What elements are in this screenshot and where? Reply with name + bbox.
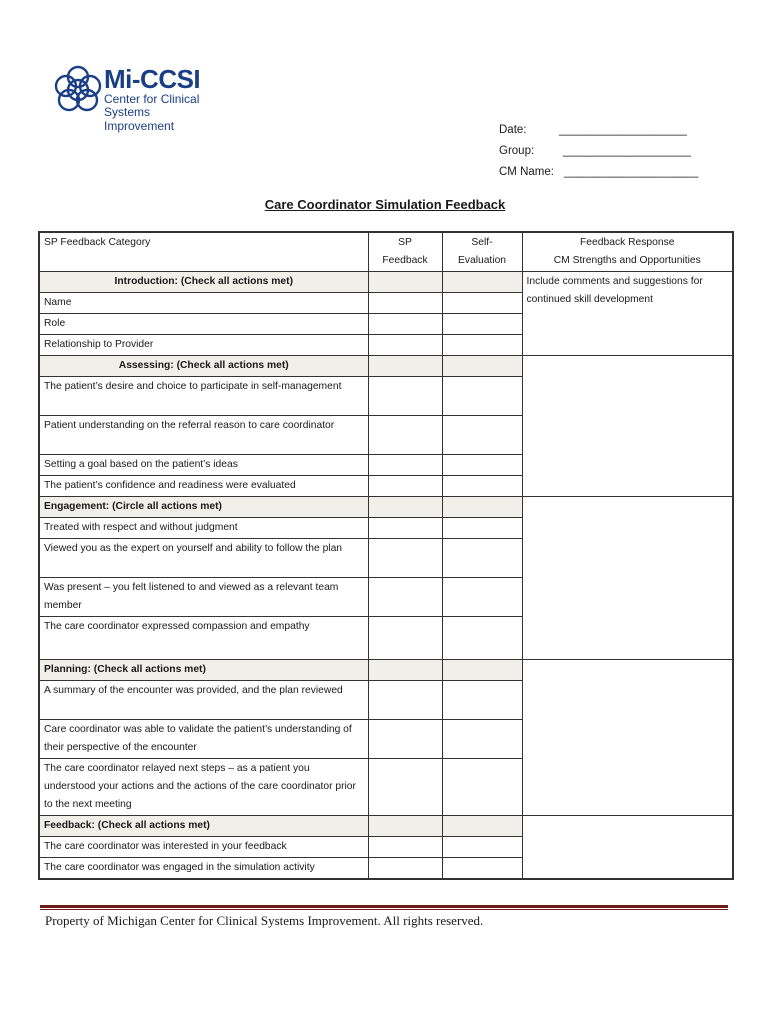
criterion-label: Relationship to Provider bbox=[39, 335, 368, 356]
self-evaluation-cell[interactable] bbox=[442, 377, 522, 416]
sp-feedback-cell[interactable] bbox=[368, 377, 442, 416]
page-title: Care Coordinator Simulation Feedback bbox=[264, 197, 506, 212]
sp-feedback-cell[interactable] bbox=[368, 497, 442, 518]
group-line: ____________________ bbox=[563, 145, 691, 157]
section-title: Engagement: (Circle all actions met) bbox=[39, 497, 368, 518]
self-evaluation-cell[interactable] bbox=[442, 578, 522, 617]
header-category: SP Feedback Category bbox=[39, 232, 368, 272]
header-resp-line1: Feedback Response bbox=[580, 237, 675, 248]
section-title: Assessing: (Check all actions met) bbox=[39, 356, 368, 377]
date-label: Date: bbox=[499, 124, 527, 136]
sp-feedback-cell[interactable] bbox=[368, 681, 442, 720]
self-evaluation-cell[interactable] bbox=[442, 681, 522, 720]
date-line: ____________________ bbox=[559, 124, 687, 136]
sp-feedback-cell[interactable] bbox=[368, 314, 442, 335]
sp-feedback-cell[interactable] bbox=[368, 335, 442, 356]
self-evaluation-cell[interactable] bbox=[442, 660, 522, 681]
feedback-response-cell[interactable] bbox=[522, 816, 733, 880]
flower-logo-icon bbox=[52, 62, 104, 120]
criterion-label: Name bbox=[39, 293, 368, 314]
criterion-label: Viewed you as the expert on yourself and ability to follow the plan bbox=[39, 539, 368, 578]
criterion-label: The patient’s confidence and readiness were evaluated bbox=[39, 476, 368, 497]
criterion-label: Setting a goal based on the patient’s ideas bbox=[39, 455, 368, 476]
section-title: Planning: (Check all actions met) bbox=[39, 660, 368, 681]
section-row bbox=[39, 497, 733, 518]
sp-feedback-cell[interactable] bbox=[368, 416, 442, 455]
sp-feedback-cell[interactable] bbox=[368, 539, 442, 578]
self-evaluation-cell[interactable] bbox=[442, 356, 522, 377]
feedback-response-cell[interactable] bbox=[522, 356, 733, 497]
criterion-label: The care coordinator expressed compassion and empathy bbox=[39, 617, 368, 660]
logo-subtitle-line1: Center for Clinical bbox=[104, 92, 200, 106]
logo-subtitle-line2: Systems Improvement bbox=[104, 105, 175, 133]
group-field[interactable] bbox=[499, 145, 691, 157]
sp-feedback-cell[interactable] bbox=[368, 578, 442, 617]
sp-feedback-cell[interactable] bbox=[368, 759, 442, 816]
criterion-label: Care coordinator was able to validate the patient’s understanding of their perspective of the encounter bbox=[39, 720, 368, 759]
header-sp-feedback bbox=[368, 232, 442, 272]
sp-feedback-cell[interactable] bbox=[368, 476, 442, 497]
self-evaluation-cell[interactable] bbox=[442, 272, 522, 293]
sp-feedback-cell[interactable] bbox=[368, 617, 442, 660]
sp-feedback-cell[interactable] bbox=[368, 816, 442, 837]
self-evaluation-cell[interactable] bbox=[442, 335, 522, 356]
sp-feedback-cell[interactable] bbox=[368, 837, 442, 858]
group-label: Group: bbox=[499, 145, 535, 157]
criterion-label: Treated with respect and without judgment bbox=[39, 518, 368, 539]
cm-name-field[interactable] bbox=[499, 166, 698, 178]
header-self-line1: Self- bbox=[471, 237, 493, 248]
self-evaluation-cell[interactable] bbox=[442, 858, 522, 880]
self-evaluation-cell[interactable] bbox=[442, 476, 522, 497]
feedback-table bbox=[38, 231, 734, 880]
sp-feedback-cell[interactable] bbox=[368, 858, 442, 880]
header-sp-line2: Feedback bbox=[382, 255, 428, 266]
cm-name-line: _____________________ bbox=[564, 166, 699, 178]
criterion-label: The care coordinator relayed next steps – as a patient you understood your actions and the actions of the care coordinator prior to the next meeting bbox=[39, 759, 368, 816]
sp-feedback-cell[interactable] bbox=[368, 660, 442, 681]
self-evaluation-cell[interactable] bbox=[442, 293, 522, 314]
criterion-label: Was present – you felt listened to and viewed as a relevant team member bbox=[39, 578, 368, 617]
self-evaluation-cell[interactable] bbox=[442, 816, 522, 837]
sp-feedback-cell[interactable] bbox=[368, 720, 442, 759]
self-evaluation-cell[interactable] bbox=[442, 539, 522, 578]
section-row bbox=[39, 356, 733, 377]
section-row bbox=[39, 660, 733, 681]
criterion-label: The care coordinator was interested in your feedback bbox=[39, 837, 368, 858]
header-self-line2: Evaluation bbox=[457, 255, 507, 266]
self-evaluation-cell[interactable] bbox=[442, 617, 522, 660]
feedback-note: Include comments and suggestions for continued skill development bbox=[526, 276, 703, 305]
section-row bbox=[39, 816, 733, 837]
table-header-row bbox=[39, 232, 733, 272]
feedback-response-cell[interactable] bbox=[522, 272, 733, 356]
sp-feedback-cell[interactable] bbox=[368, 293, 442, 314]
footer-rule bbox=[40, 905, 728, 908]
sp-feedback-cell[interactable] bbox=[368, 455, 442, 476]
section-title: Introduction: (Check all actions met) bbox=[39, 272, 368, 293]
section-title: Feedback: (Check all actions met) bbox=[39, 816, 368, 837]
header-self-evaluation bbox=[442, 232, 522, 272]
self-evaluation-cell[interactable] bbox=[442, 416, 522, 455]
date-field[interactable] bbox=[499, 124, 687, 136]
self-evaluation-cell[interactable] bbox=[442, 759, 522, 816]
criterion-label: The care coordinator was engaged in the simulation activity bbox=[39, 858, 368, 880]
footer-text: Property of Michigan Center for Clinical Systems Improvement. All rights reserved. bbox=[45, 913, 484, 928]
feedback-response-cell[interactable] bbox=[522, 497, 733, 660]
sp-feedback-cell[interactable] bbox=[368, 272, 442, 293]
logo-title: Mi-CCSI bbox=[104, 64, 201, 94]
criterion-label: A summary of the encounter was provided, and the plan reviewed bbox=[39, 681, 368, 720]
self-evaluation-cell[interactable] bbox=[442, 314, 522, 335]
header-resp-line2: CM Strengths and Opportunities bbox=[553, 255, 701, 266]
self-evaluation-cell[interactable] bbox=[442, 455, 522, 476]
criterion-label: Role bbox=[39, 314, 368, 335]
cm-name-label: CM Name: bbox=[499, 166, 554, 178]
header-feedback-response bbox=[522, 232, 733, 272]
self-evaluation-cell[interactable] bbox=[442, 497, 522, 518]
section-row bbox=[39, 272, 733, 293]
feedback-response-cell[interactable] bbox=[522, 660, 733, 816]
sp-feedback-cell[interactable] bbox=[368, 518, 442, 539]
self-evaluation-cell[interactable] bbox=[442, 837, 522, 858]
self-evaluation-cell[interactable] bbox=[442, 720, 522, 759]
footer-rule-thin bbox=[40, 909, 728, 910]
criterion-label: Patient understanding on the referral reason to care coordinator bbox=[39, 416, 368, 455]
self-evaluation-cell[interactable] bbox=[442, 518, 522, 539]
logo bbox=[52, 62, 222, 133]
sp-feedback-cell[interactable] bbox=[368, 356, 442, 377]
header-sp-line1: SP bbox=[398, 237, 412, 248]
criterion-label: The patient’s desire and choice to participate in self-management bbox=[39, 377, 368, 416]
